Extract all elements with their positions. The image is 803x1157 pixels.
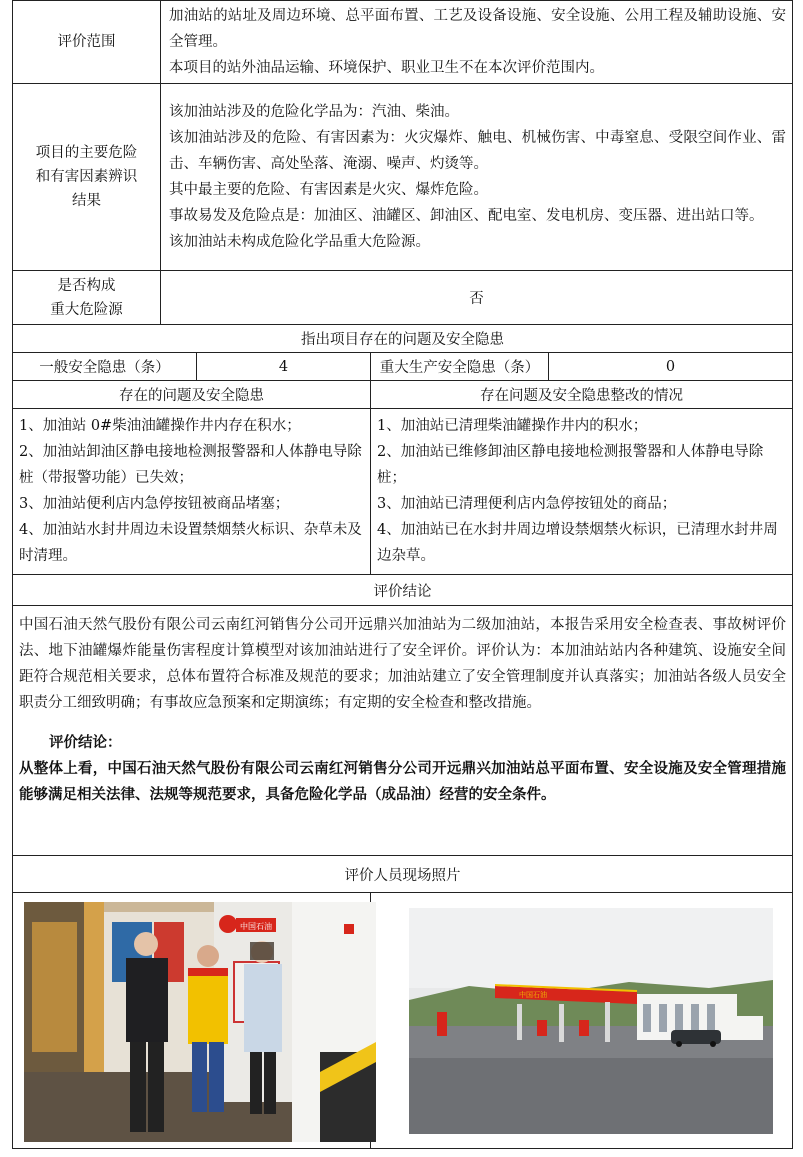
site-photo-inspectors	[24, 902, 376, 1142]
canopy-sign-text: 中国石油	[519, 991, 547, 999]
general-hazard-count: 4	[197, 353, 371, 381]
site-photo-station	[409, 908, 773, 1134]
issues-title-row	[13, 325, 793, 353]
major-source-row	[13, 271, 793, 325]
fix-item: 3、加油站已清理便利店内急停按钮处的商品；	[377, 496, 677, 512]
hazards-label-line: 结果	[72, 193, 101, 209]
shop-sign-text: 中国石油	[240, 922, 272, 931]
conclusion-body: 中国石油天然气股份有限公司云南红河销售分公司开远鼎兴加油站为二级加油站，本报告采用安全检查表、事故树评价法、地下油罐爆炸能量伤害程度计算模型对该加油站进行了安全评价。评价认为：本加油站站内各种建筑、设施安全间距符合规范相关要求，总体布置符合标准及规范的要求；加油站建立了安全管理制度并认真落实；加油站各级人员安全职责分工细致明确；有事故应急预案和定期演练；有定期的安全检查和整改措施。	[19, 617, 786, 711]
issues-count-row	[13, 353, 793, 381]
conclusion-content	[13, 606, 793, 856]
fix-item: 4、加油站已在水封井周边增设禁烟禁火标识，已清理水封井周边杂草。	[377, 522, 778, 564]
hazards-line: 该加油站涉及的危险、有害因素为：火灾爆炸、触电、机械伤害、中毒窒息、受限空间作业、雷击、车辆伤害、高处坠落、淹溺、噪声、灼烫等。	[169, 130, 786, 172]
issues-title: 指出项目存在的问题及安全隐患	[13, 325, 793, 353]
general-hazard-label: 一般安全隐患（条）	[13, 353, 197, 381]
problem-item: 3、加油站便利店内急停按钮被商品堵塞；	[19, 496, 290, 512]
fixes-list	[371, 409, 793, 575]
problem-item: 2、加油站卸油区静电接地检测报警器和人体静电导除桩（带报警功能）已失效；	[19, 444, 362, 486]
major-hazard-label: 重大生产安全隐患（条）	[371, 353, 549, 381]
major-source-label-line: 是否构成	[57, 277, 116, 294]
hazards-line: 其中最主要的危险、有害因素是火灾、爆炸危险。	[169, 182, 488, 198]
problems-list	[13, 409, 371, 575]
hazards-line: 事故易发及危险点是：加油区、油罐区、卸油区、配电室、发电机房、变压器、进出站口等。	[169, 208, 764, 224]
scope-row	[13, 1, 793, 84]
hazards-label	[13, 84, 161, 271]
hazards-label-line: 项目的主要危险	[35, 145, 138, 161]
issues-header-row	[13, 381, 793, 409]
conclusion-subtitle: 评价结论：	[49, 734, 122, 751]
fixes-header: 存在问题及安全隐患整改的情况	[371, 381, 793, 409]
fix-item: 1、加油站已清理柴油罐操作井内的积水；	[377, 418, 648, 434]
conclusion-title: 评价结论	[13, 575, 793, 606]
conclusion-row	[13, 606, 793, 856]
scope-label: 评价范围	[13, 1, 161, 84]
hazards-line: 该加油站涉及的危险化学品为：汽油、柴油。	[169, 104, 459, 120]
hazards-content	[161, 84, 793, 271]
major-source-label-line: 重大危险源	[50, 301, 123, 318]
scope-line: 加油站的站址及周边环境、总平面布置、工艺及设备设施、安全设施、公用工程及辅助设施、安全管理。	[169, 8, 786, 50]
hazards-line: 该加油站未构成危险化学品重大危险源。	[169, 234, 430, 250]
photos-title: 评价人员现场照片	[13, 856, 793, 893]
major-source-value: 否	[161, 271, 793, 325]
scope-content	[161, 1, 793, 84]
problem-item: 4、加油站水封井周边未设置禁烟禁火标识、杂草未及时清理。	[19, 522, 362, 564]
inspectors-photo-image	[24, 902, 376, 1142]
hazards-label-line: 和有害因素辨识	[35, 169, 138, 185]
conclusion-title-row	[13, 575, 793, 606]
major-hazard-count: 0	[549, 353, 793, 381]
conclusion-statement: 从整体上看，中国石油天然气股份有限公司云南红河销售分公司开远鼎兴加油站总平面布置、安全设施及安全管理措施能够满足相关法律、法规等规范要求，具备危险化学品（成品油）经营的安全条件。	[19, 760, 786, 803]
report-page	[12, 0, 792, 1146]
fix-item: 2、加油站已维修卸油区静电接地检测报警器和人体静电导除桩；	[377, 444, 764, 486]
problems-header: 存在的问题及安全隐患	[13, 381, 371, 409]
photos-title-row	[13, 856, 793, 893]
issues-content-row	[13, 409, 793, 575]
hazards-row	[13, 84, 793, 271]
scope-line: 本项目的站外油品运输、环境保护、职业卫生不在本次评价范围内。	[169, 60, 604, 76]
major-source-label	[13, 271, 161, 325]
problem-item: 1、加油站 0#柴油油罐操作井内存在积水；	[19, 418, 301, 434]
station-photo-image	[409, 908, 773, 1134]
